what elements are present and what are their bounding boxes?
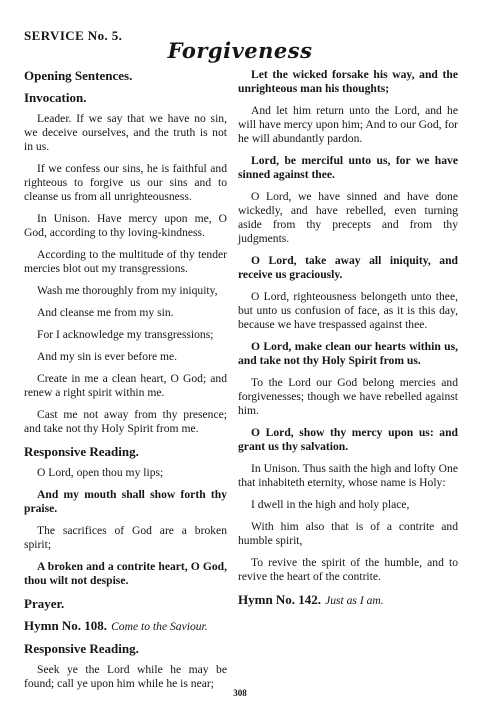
heading-responsive-reading: Responsive Reading. [24,444,139,459]
verse-paragraph: And my sin is ever before me. [37,350,178,363]
right-column [238,68,458,615]
reading-response: Lord, be merciful unto us, for we have sinned against thee. [238,154,458,181]
verse-paragraph: According to the multitude of thy tender mercies blot out my transgressions. [24,248,227,275]
reading-line: O Lord, we have sinned and have done wickedly, and have rebelled, even turning aside from thy precepts and from thy judgments. [238,190,458,245]
verse-paragraph: In Unison. Have mercy upon me, O God, according to thy loving-kindness. [24,212,227,239]
service-number: SERVICE No. 5. [24,28,123,43]
reading-line: The sacrifices of God are a broken spirit; [24,524,227,551]
verse-paragraph: Wash me thoroughly from my iniquity, [37,284,218,297]
hymn-title: Come to the Saviour. [111,620,208,633]
hymn-number: Hymn No. 142. [238,592,322,607]
reading-response: Let the wicked forsake his way, and the unrighteous man his thoughts; [238,68,458,95]
reading-line: And let him return unto the Lord, and he will have mercy upon him; And to our God, for he will abundantly pardon. [238,104,458,145]
verse-paragraph: In Unison. Thus saith the high and lofty One that inhabiteth eternity, whose name is Holy: [238,462,458,489]
heading-invocation: Invocation. [24,90,87,105]
verse-paragraph: I dwell in the high and holy place, [251,498,410,511]
reading-response: And my mouth shall show forth thy praise. [24,488,227,515]
reading-line: Seek ye the Lord while he may be found; call ye upon him while he is near; [24,663,227,690]
reading-response: O Lord, show thy mercy upon us: and grant us thy salvation. [238,426,458,453]
verse-paragraph: Cast me not away from thy presence; and take not thy Holy Spirit from me. [24,408,227,435]
verse-paragraph: Leader. If we say that we have no sin, we deceive ourselves, and the truth is not in us. [24,112,227,153]
heading-prayer: Prayer. [24,596,65,611]
reading-line: To the Lord our God belong mercies and forgivenesses; though we have rebelled against him. [238,376,458,417]
page-title: Forgiveness [167,38,313,63]
left-column [24,68,227,699]
heading-responsive-reading: Responsive Reading. [24,641,139,656]
heading-opening-sentences: Opening Sentences. [24,68,133,83]
hymn-number: Hymn No. 108. [24,618,108,633]
verse-paragraph: Create in me a clean heart, O God; and renew a right spirit within me. [24,372,227,399]
hymn-title: Just as I am. [325,594,384,607]
reading-line: O Lord, open thou my lips; [37,466,164,479]
reading-response: A broken and a contrite heart, O God, thou wilt not despise. [24,560,227,587]
verse-paragraph: For I acknowledge my transgressions; [37,328,214,341]
verse-paragraph: And cleanse me from my sin. [37,306,174,319]
verse-paragraph: If we confess our sins, he is faithful and righteous to forgive us our sins and to cleanse us from all unrighteousness. [24,162,227,203]
page-number: 308 [233,688,247,698]
reading-line: O Lord, righteousness belongeth unto thee, but unto us confusion of face, as it is this day, because we have trespassed against thee. [238,290,458,331]
hymn-reference [238,592,458,609]
reading-response: O Lord, take away all iniquity, and receive us graciously. [238,254,458,281]
verse-paragraph: With him also that is of a contrite and humble spirit, [238,520,458,547]
hymn-reference [24,618,227,635]
verse-paragraph: To revive the spirit of the humble, and to revive the heart of the contrite. [238,556,458,583]
reading-response: O Lord, make clean our hearts within us, and take not thy Holy Spirit from us. [238,340,458,367]
